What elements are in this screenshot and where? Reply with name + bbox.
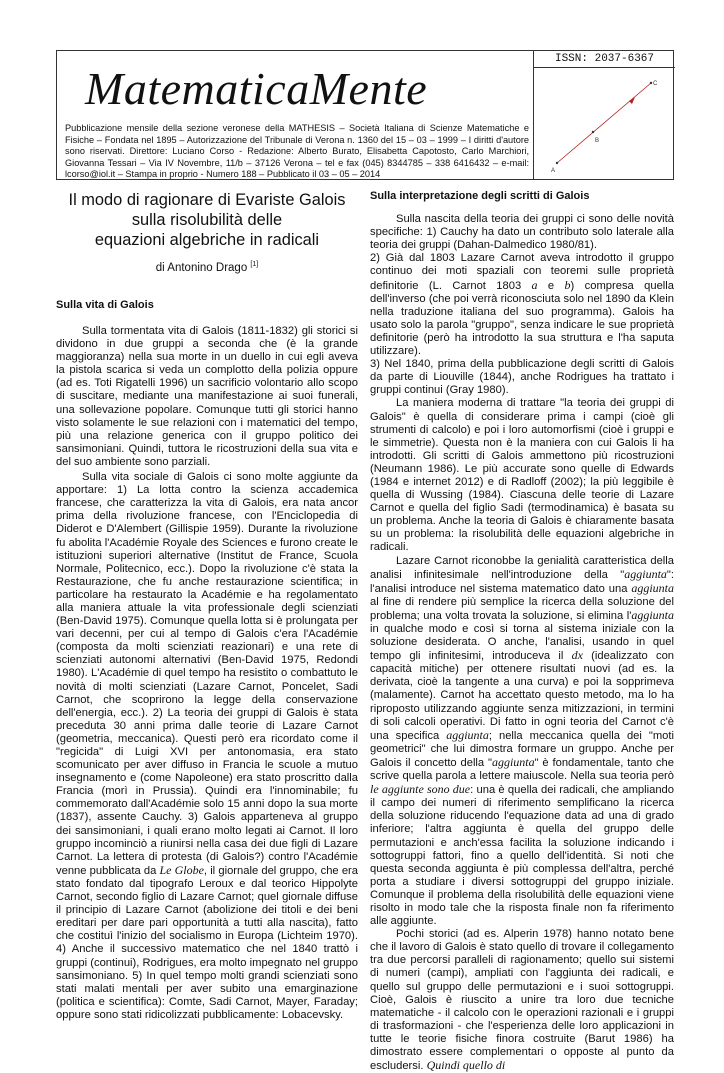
masthead-box xyxy=(56,50,674,180)
author-byline xyxy=(56,258,358,275)
newspaper-title: Le Globe xyxy=(159,862,204,877)
header-divider xyxy=(533,51,534,179)
paragraph: Sulla vita sociale di Galois ci sono molte aggiunte da apportare: 1) La lotta contro la scienza accademica francese, che caratterizza la vita di Galois, era nata ancor prima della rivoluzione francese, con l'Enciclopedia di Diderot e D'Alembert (Gillispie 1959). Durante la rivoluzione fu abolita l'Académie Royale des Sciences e furono create le istituzioni superiori alternative (Institut de France, Scuola Normale, Politecnico, ecc.). Dopo la rivoluzione c'è stata la Restaurazione, che fu anche restaurazione scientifica; in particolare ha restaurato la Académie e ha regolamentato alla maniera attuale la vita professionale degli scienziati (Ben-David 1975). Comunque quella lotta si è prolungata per vari decenni, per cui al tempo di Galois c'era l'Académie (composta da molti scienziati reazionari) e una rete di scienziati autonomi alternativi (Ben-David 1975, Redondi 1980). L'Académie di quel tempo ha resistito o combattuto le novità di molti scienziati (Lazare Carnot, Poncelet, Sadi Carnot, che scoprirono la legge della conservazione dell'energia, ecc.). 2) La teoria dei gruppi di Galois è stata preceduta 30 anni prima dalle teorie di Lazare Carnot (geometria, meccanica). Questi però era ricordato come il "regicida" di Luigi XVI per antonomasia, era stato scomunicato per aver diffuso in Francia le scuole a mutuo insegnamento e (come Napoleone) era stato proscritto dalla Francia (morì in Prussia). Quindi era l'innominabile; fu commemorato dall'Académie solo 15 anni dopo la sua morte (1837), assente Cauchy. 3) Galois apparteneva al gruppo dei sansimoniani, i quali erano molto legati ai Carnot. Il loro gruppo incominciò a riunirsi nella casa dei due figli di Lazare Carnot. La lettera di protesta (di Galois?) contro l'Académie venne pubblicata da Le Globe, il giornale del gruppo, che era stato fondato dal tipografo Leroux e dal teorico Hippolyte Carnot, secondo figlio di Lazare Carnot; quel giornale diffuse il principio di Lazare Carnot (abolizione dei titoli e dei beni ereditari per dare pari opportunità a tutti alla nascita), fatto che costituì l'inizio del socialismo in Europa (Lichteim 1970). 4) Anche il successivo matematico che nel 1840 trattò i gruppi (continui), Rodrigues, era molto impegnato nel gruppo sansimoniano. 5) In quel tempo molti grandi scienziati sono stati malati mentali per aver subito una emarginazione (politica e scientifica): Comte, Sadi Carnot, Mayer, Faraday; oppure sono stati ridicolizzati pubblicamente: Lobacevsky. xyxy=(56,471,358,1021)
diagram-label-a: A xyxy=(551,168,556,173)
diagram-arrowhead xyxy=(629,97,635,104)
diagram-point-b xyxy=(592,131,594,133)
publication-info: Pubblicazione mensile della sezione veronese della MATHESIS – Società Italiana di Scienze Matematiche e Fisiche – Fondata nel 1895 – Autorizzazione del Tribunale di Verona n. 1360 del 15 – 03 – 1999 – I diritti d'autore sono riservati. Direttore: Luciano Corso - Redazione: Alberto Burato, Elisabetta Capotosto, Carlo Marchiori, Giovanna Tessari – Via IV Novembre, 11/b – 37126 Verona – tel e fax (045) 8344785 – 338 6416432 – e-mail: lcorso@iol.it – Stampa in proprio - Numero 188 – Pubblicato il 03 – 05 – 2014 xyxy=(65,123,529,179)
diagram-point-a xyxy=(556,162,558,164)
title-line-3: equazioni algebriche in radicali xyxy=(94,231,320,249)
diagram-line xyxy=(557,83,651,163)
paragraph: Pochi storici (ad es. Alperin 1978) hanno notato bene che il lavoro di Galois è stato quello di trovare il collegamento tra due percorsi paralleli di ragionamento; quello sui sistemi di numeri (campi), ampliati con l'aggiunta dei radicali, e quello sul gruppo delle permutazioni e i suoi sottogruppi. Cioè, Galois è riuscito a unire tra loro due tecniche matematiche - il calcolo con le operazioni razionali e i gruppi di trasformazioni - che l'esperienza delle loro applicazioni in tutte le teorie fisiche finora costruite (Barut 1986) ha dimostrato essere complementari o opposte al punto da escludersi. Quindi quello di xyxy=(370,928,674,1073)
issn-label: ISSN: 2037-6367 xyxy=(534,51,675,68)
paragraph: Lazare Carnot riconobbe la genialità caratteristica della analisi infinitesimale nell'introduzione della "aggiunta": l'analisi introduce nel sistema matematico dato una aggiunta al fine di rendere più semplice la ricerca della soluzione del problema; una volta trovata la soluzione, si elimina l'aggiunta in qualche modo e così si torna al sistema iniziale con la soluzione desiderata. O anche, l'analisi, usando in quel tempo gli infinitesimi, introduceva il dx (idealizzato con capacità mitiche) per ottenere risultati nuovi (ad es. la derivata, cioè la tangente a una curva) e poi la sopprimeva (malamente). Carnot ha accettato questo metodo, ma lo ha riproposto utilizzando aggiunte senza mitizzazioni, in termini di soli calcoli operativi. Di fatto in ogni teoria del Carnot c'è una specifica aggiunta; nella meccanica quella dei "moti geometrici" che lui dimostra formare un gruppo. Anche per Galois il concetto della "aggiunta" è fondamentale, tanto che scrive quella parola a lettere maiuscole. Nella sua teoria però le aggiunte sono due: una è quella dei radicali, che ampliando il campo dei numeri di riferimento semplificano la ricerca della soluzione riducendo l'equazione data ad una di grado inferiore; l'altra aggiunta è quella del gruppo delle permutazioni e anch'essa facilita la soluzione indicando i sottogruppi fattori, fino a quello dell'identità. Si noti che questa seconda aggiunta è più complessa dell'altra, perché porta a studiare i diversi sottogruppi del gruppo iniziale. Comunque il problema della risolubilità delle equazioni viene risolto in modo tale che la risposta finale non fa riferimento alle aggiunte. xyxy=(370,554,675,928)
left-column xyxy=(56,190,358,1022)
paragraph: 3) Nel 1840, prima della pubblicazione degli scritti di Galois da parte di Liouville (1844), anche Rodrigues ha trattato i gruppi continui (Gray 1980). xyxy=(370,358,674,397)
author-name: di Antonino Drago xyxy=(155,261,248,274)
paragraph: 2) Già dal 1803 Lazare Carnot aveva introdotto il gruppo continuo dei moti spaziali con teoremi sulle proprietà definitorie (L. Carnot 1803 a e b) compresa quella dell'inverso (che poi verrà riconosciuta solo nel 1890 da Klein nella traduzione italiana del suo programma). Galois ha usato solo la parola "gruppo", senza indicare le sue proprietà definitorie (però ha introdotto la sua struttura e l'ha saputa utilizzare). xyxy=(370,252,674,358)
article-title xyxy=(56,190,358,250)
vector-diagram-icon xyxy=(545,73,667,173)
journal-title: MatematicaMente xyxy=(85,63,428,114)
paragraph: La maniera moderna di trattare "la teoria dei gruppi di Galois" è quella di considerare prima i campi (cioè gli strumenti di calcolo) e poi i loro automorfismi (cioè i gruppi e le simmetrie). Questa non è la maniera con cui Galois li ha introdotti. Gli scritti di Galois ammettono più ricostruzioni (Neumann 1986). Le più accurate sono quelle di Edwards (1984 e internet 2012) e di Radloff (2002); la più leggibile è quella di Wussing (1984). Ciascuna delle teorie di Lazare Carnot e quella del figlio Sadi (termodinamica) è basata su un problema. Anche la teoria di Galois è chiaramente basata su un problema: la risolubilità delle equazioni algebriche in radicali. xyxy=(370,397,674,554)
section-heading-vita: Sulla vita di Galois xyxy=(56,298,154,311)
title-line-1: Il modo di ragionare di Evariste Galois xyxy=(68,191,346,209)
right-column xyxy=(370,190,674,1073)
paragraph: Sulla nascita della teoria dei gruppi ci sono delle novità specifiche: 1) Cauchy ha dato un contributo solo laterale alla teoria dei gruppi (Dahan-Dalmedico 1980/81). xyxy=(370,213,674,252)
title-line-2: sulla risolubilità delle xyxy=(131,211,283,229)
footnote-ref: [1] xyxy=(250,261,259,268)
paragraph: Sulla tormentata vita di Galois (1811-1832) gli storici si dividono in due gruppi a seconda che (è la grande maggioranza) nella sua morte in un duello in cui egli aveva la pistola scarica si veda un complotto della polizia oppure (ad es. Toti Rigatelli 1996) un sacrificio volontario allo scopo di suscitare, mediante una manifestazione ai suoi funerali, una sollevazione popolare. Comunque tutti gli storici hanno visto solamente le sue relazioni con i matematici del tempo, più una relazione generica con il gruppo politico dei sansimoniani. Quindi, tuttora le ricostruzioni della sua vita e del suo ambiente sono parziali. xyxy=(56,325,358,468)
diagram-point-c xyxy=(650,82,652,84)
section-heading-interpretazione: Sulla interpretazione degli scritti di Galois xyxy=(370,190,590,202)
diagram-label-c: C xyxy=(653,81,658,87)
diagram-label-b: B xyxy=(595,138,600,144)
